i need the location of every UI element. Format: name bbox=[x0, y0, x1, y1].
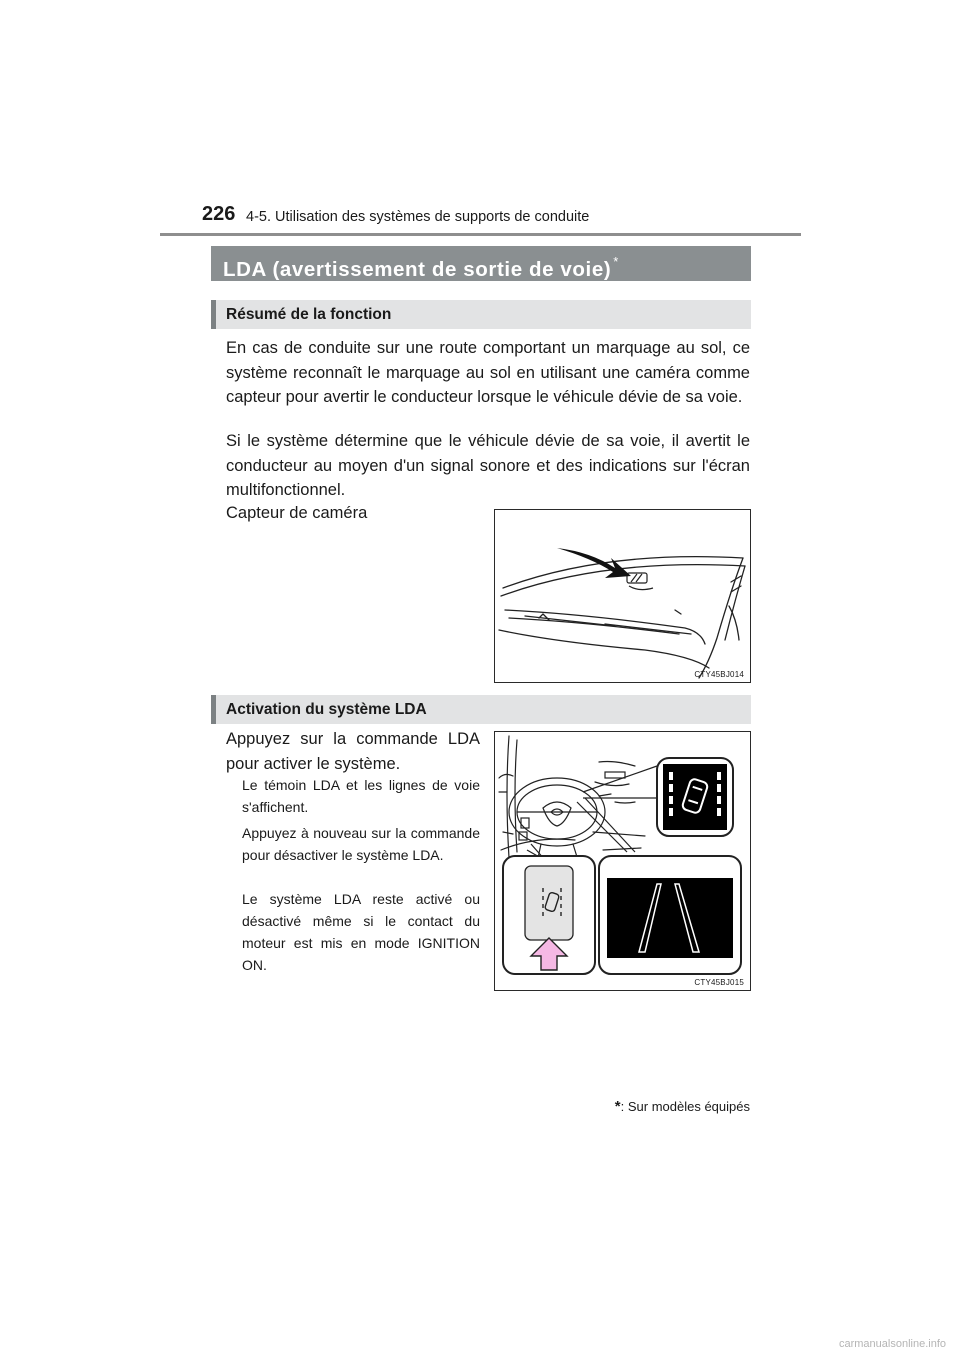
activation-note-2: Appuyez à nouveau sur la commande pour désactiver le système LDA. bbox=[242, 825, 480, 863]
figure-code-1: CTY45BJ014 bbox=[694, 670, 744, 679]
activation-note-1: Le témoin LDA et les lignes de voie s'affichent. bbox=[242, 777, 480, 815]
figure-caption-camera: Capteur de caméra bbox=[226, 504, 368, 522]
page-title bbox=[211, 246, 751, 281]
windshield-illustration bbox=[495, 510, 750, 682]
activation-note-3: Le système LDA reste activé ou désactivé même si le contact du moteur est mis en mode IGNITION ON. bbox=[242, 891, 480, 973]
cockpit-illustration bbox=[495, 732, 750, 990]
section-heading-summary: Résumé de la fonction bbox=[211, 300, 751, 329]
lda-switch-figure bbox=[494, 731, 751, 991]
section-heading-activation: Activation du système LDA bbox=[211, 695, 751, 724]
footnote-text: : Sur modèles équipés bbox=[620, 1099, 750, 1114]
header-rule bbox=[160, 233, 801, 236]
footnote bbox=[615, 1098, 750, 1115]
page-number: 226 bbox=[202, 203, 236, 225]
footnote-marker: * bbox=[614, 1098, 621, 1115]
summary-paragraph-1: En cas de conduite sur une route comportant un marquage au sol, ce système reconnaît le marquage au sol en utilisant une caméra comme capteur pour avertir le conducteur lorsque le véhicule dévie de sa voie. bbox=[226, 339, 750, 406]
figure-code-2: CTY45BJ015 bbox=[694, 978, 744, 987]
watermark: carmanualsonline.info bbox=[838, 1338, 946, 1350]
activation-paragraph: Appuyez sur la commande LDA pour activer le système. bbox=[226, 730, 480, 773]
title-marker: * bbox=[613, 254, 619, 269]
section-path: 4-5. Utilisation des systèmes de supports de conduite bbox=[246, 209, 590, 225]
page-title-text: LDA (avertissement de sortie de voie) bbox=[223, 257, 612, 281]
summary-paragraph-2: Si le système détermine que le véhicule dévie de sa voie, il avertit le conducteur au moyen d'un signal sonore et des indications sur l'écran multifonctionnel. bbox=[226, 432, 750, 499]
camera-sensor-figure bbox=[494, 509, 751, 683]
